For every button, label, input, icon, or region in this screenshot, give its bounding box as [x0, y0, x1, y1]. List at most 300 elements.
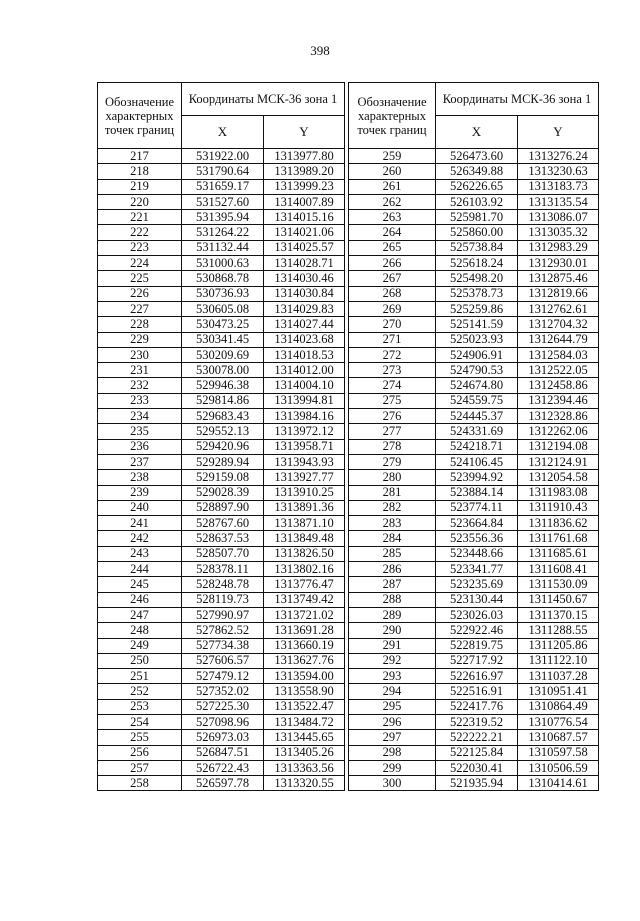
x-coordinate-cell: 521935.94 — [436, 776, 518, 791]
point-number-cell: 217 — [98, 149, 182, 164]
x-coordinate-cell: 531922.00 — [182, 149, 264, 164]
y-coordinate-cell: 1312819.66 — [518, 286, 599, 301]
x-coordinate-cell: 526226.65 — [436, 179, 518, 194]
x-coordinate-cell: 522717.92 — [436, 653, 518, 668]
table-row — [349, 317, 599, 332]
x-coordinate-cell: 529289.94 — [182, 454, 264, 469]
y-coordinate-cell: 1311530.09 — [518, 577, 599, 592]
point-number-cell: 235 — [98, 424, 182, 439]
x-coordinate-cell: 526349.88 — [436, 164, 518, 179]
point-number-cell: 295 — [349, 699, 436, 714]
x-coordinate-cell: 531527.60 — [182, 194, 264, 209]
y-coordinate-cell: 1311685.61 — [518, 546, 599, 561]
point-number-cell: 226 — [98, 286, 182, 301]
table-row — [98, 347, 345, 362]
x-coordinate-cell: 526103.92 — [436, 194, 518, 209]
table-row — [349, 424, 599, 439]
table-row — [98, 699, 345, 714]
y-coordinate-cell: 1313691.28 — [264, 623, 345, 638]
y-coordinate-cell: 1314030.84 — [264, 286, 345, 301]
table-row — [98, 363, 345, 378]
point-number-cell: 257 — [98, 760, 182, 775]
y-coordinate-cell: 1311910.43 — [518, 500, 599, 515]
x-coordinate-cell: 531659.17 — [182, 179, 264, 194]
table-row — [98, 332, 345, 347]
x-coordinate-cell: 522417.76 — [436, 699, 518, 714]
table-row — [349, 149, 599, 164]
table-row — [98, 485, 345, 500]
x-coordinate-cell: 525378.73 — [436, 286, 518, 301]
x-coordinate-cell: 530209.69 — [182, 347, 264, 362]
y-coordinate-cell: 1313984.16 — [264, 409, 345, 424]
table-row — [349, 256, 599, 271]
table-row — [98, 194, 345, 209]
point-number-cell: 293 — [349, 669, 436, 684]
y-coordinate-cell: 1313802.16 — [264, 562, 345, 577]
y-coordinate-cell: 1313749.42 — [264, 592, 345, 607]
table-row — [98, 210, 345, 225]
x-coordinate-cell: 522222.21 — [436, 730, 518, 745]
table-row — [98, 286, 345, 301]
table-row — [98, 409, 345, 424]
table-row — [98, 271, 345, 286]
point-number-cell: 236 — [98, 439, 182, 454]
coords-group-header: Координаты МСК-36 зона 1 — [182, 83, 345, 116]
x-coordinate-cell: 527990.97 — [182, 607, 264, 622]
x-coordinate-cell: 526722.43 — [182, 760, 264, 775]
point-number-cell: 259 — [349, 149, 436, 164]
x-coordinate-cell: 524674.80 — [436, 378, 518, 393]
x-coordinate-cell: 526597.78 — [182, 776, 264, 791]
y-coordinate-cell: 1312762.61 — [518, 301, 599, 316]
x-coordinate-cell: 528897.90 — [182, 500, 264, 515]
coordinates-table-right — [348, 82, 599, 791]
point-number-cell: 265 — [349, 240, 436, 255]
y-coordinate-cell: 1313320.55 — [264, 776, 345, 791]
table-row — [98, 470, 345, 485]
point-number-cell: 255 — [98, 730, 182, 745]
x-coordinate-cell: 531132.44 — [182, 240, 264, 255]
y-coordinate-cell: 1313994.81 — [264, 393, 345, 408]
point-number-cell: 254 — [98, 714, 182, 729]
x-coordinate-cell: 527606.57 — [182, 653, 264, 668]
x-coordinate-cell: 522616.97 — [436, 669, 518, 684]
x-coordinate-cell: 530473.25 — [182, 317, 264, 332]
point-number-cell: 298 — [349, 745, 436, 760]
x-coordinate-cell: 527734.38 — [182, 638, 264, 653]
y-coordinate-cell: 1313183.73 — [518, 179, 599, 194]
point-number-cell: 289 — [349, 607, 436, 622]
y-coordinate-cell: 1313972.12 — [264, 424, 345, 439]
x-coordinate-cell: 524445.37 — [436, 409, 518, 424]
point-number-cell: 280 — [349, 470, 436, 485]
y-header: Y — [518, 116, 599, 149]
table-row — [349, 669, 599, 684]
y-coordinate-cell: 1311288.55 — [518, 623, 599, 638]
point-number-cell: 249 — [98, 638, 182, 653]
y-coordinate-cell: 1313627.76 — [264, 653, 345, 668]
table-row — [349, 684, 599, 699]
point-number-cell: 231 — [98, 363, 182, 378]
x-coordinate-cell: 525023.93 — [436, 332, 518, 347]
point-number-cell: 288 — [349, 592, 436, 607]
x-coordinate-cell: 530605.08 — [182, 301, 264, 316]
point-number-cell: 291 — [349, 638, 436, 653]
x-coordinate-cell: 526973.03 — [182, 730, 264, 745]
y-coordinate-cell: 1312930.01 — [518, 256, 599, 271]
x-coordinate-cell: 525498.20 — [436, 271, 518, 286]
y-coordinate-cell: 1313776.47 — [264, 577, 345, 592]
x-coordinate-cell: 525738.84 — [436, 240, 518, 255]
point-number-cell: 256 — [98, 745, 182, 760]
point-number-cell: 243 — [98, 546, 182, 561]
x-coordinate-cell: 527862.52 — [182, 623, 264, 638]
table-row — [98, 454, 345, 469]
table-row — [349, 240, 599, 255]
x-coordinate-cell: 523235.69 — [436, 577, 518, 592]
table-row — [349, 332, 599, 347]
y-coordinate-cell: 1313891.36 — [264, 500, 345, 515]
x-coordinate-cell: 527352.02 — [182, 684, 264, 699]
table-row — [98, 240, 345, 255]
y-coordinate-cell: 1314021.06 — [264, 225, 345, 240]
y-coordinate-cell: 1314015.16 — [264, 210, 345, 225]
point-number-cell: 300 — [349, 776, 436, 791]
point-number-cell: 228 — [98, 317, 182, 332]
x-coordinate-cell: 524218.71 — [436, 439, 518, 454]
y-coordinate-cell: 1314007.89 — [264, 194, 345, 209]
table-row — [349, 409, 599, 424]
point-number-cell: 273 — [349, 363, 436, 378]
coords-group-header: Координаты МСК-36 зона 1 — [436, 83, 599, 116]
point-number-cell: 218 — [98, 164, 182, 179]
x-coordinate-cell: 524106.45 — [436, 454, 518, 469]
table-row — [349, 623, 599, 638]
x-coordinate-cell: 531790.64 — [182, 164, 264, 179]
y-coordinate-cell: 1314018.53 — [264, 347, 345, 362]
table-row — [98, 546, 345, 561]
table-row — [98, 684, 345, 699]
y-coordinate-cell: 1314028.71 — [264, 256, 345, 271]
point-number-cell: 272 — [349, 347, 436, 362]
x-coordinate-cell: 530736.93 — [182, 286, 264, 301]
y-coordinate-cell: 1312875.46 — [518, 271, 599, 286]
y-coordinate-cell: 1311761.68 — [518, 531, 599, 546]
table-row — [98, 516, 345, 531]
table-row — [349, 470, 599, 485]
table-row — [349, 760, 599, 775]
x-coordinate-cell: 523994.92 — [436, 470, 518, 485]
table-row — [349, 653, 599, 668]
x-coordinate-cell: 522516.91 — [436, 684, 518, 699]
table-row — [98, 424, 345, 439]
point-number-cell: 275 — [349, 393, 436, 408]
point-number-cell: 274 — [349, 378, 436, 393]
y-coordinate-cell: 1313977.80 — [264, 149, 345, 164]
table-row — [98, 714, 345, 729]
point-number-cell: 297 — [349, 730, 436, 745]
y-coordinate-cell: 1310506.59 — [518, 760, 599, 775]
coordinates-body-left — [98, 149, 345, 791]
x-coordinate-cell: 526847.51 — [182, 745, 264, 760]
x-coordinate-cell: 524790.53 — [436, 363, 518, 378]
table-row — [349, 776, 599, 791]
y-coordinate-cell: 1310951.41 — [518, 684, 599, 699]
y-coordinate-cell: 1314004.10 — [264, 378, 345, 393]
table-row — [349, 454, 599, 469]
x-coordinate-cell: 530868.78 — [182, 271, 264, 286]
x-coordinate-cell: 528119.73 — [182, 592, 264, 607]
point-number-cell: 248 — [98, 623, 182, 638]
point-number-cell: 251 — [98, 669, 182, 684]
table-row — [349, 516, 599, 531]
point-number-cell: 242 — [98, 531, 182, 546]
y-coordinate-cell: 1313721.02 — [264, 607, 345, 622]
point-number-cell: 285 — [349, 546, 436, 561]
y-coordinate-cell: 1313086.07 — [518, 210, 599, 225]
point-number-cell: 239 — [98, 485, 182, 500]
point-number-cell: 245 — [98, 577, 182, 592]
x-coordinate-cell: 530078.00 — [182, 363, 264, 378]
table-row — [349, 378, 599, 393]
y-coordinate-cell: 1310864.49 — [518, 699, 599, 714]
y-coordinate-cell: 1312983.29 — [518, 240, 599, 255]
point-number-cell: 223 — [98, 240, 182, 255]
y-coordinate-cell: 1310776.54 — [518, 714, 599, 729]
y-coordinate-cell: 1313958.71 — [264, 439, 345, 454]
y-coordinate-cell: 1313445.65 — [264, 730, 345, 745]
point-label-header: Обозначение характерных точек границ — [349, 83, 436, 149]
table-row — [98, 638, 345, 653]
table-row — [349, 210, 599, 225]
x-coordinate-cell: 529420.96 — [182, 439, 264, 454]
point-number-cell: 283 — [349, 516, 436, 531]
y-coordinate-cell: 1313871.10 — [264, 516, 345, 531]
y-coordinate-cell: 1314023.68 — [264, 332, 345, 347]
x-header: X — [182, 116, 264, 149]
y-coordinate-cell: 1313849.48 — [264, 531, 345, 546]
table-row — [98, 776, 345, 791]
point-number-cell: 233 — [98, 393, 182, 408]
x-coordinate-cell: 522922.46 — [436, 623, 518, 638]
table-row — [349, 347, 599, 362]
y-coordinate-cell: 1311037.28 — [518, 669, 599, 684]
y-coordinate-cell: 1312458.86 — [518, 378, 599, 393]
y-coordinate-cell: 1313135.54 — [518, 194, 599, 209]
table-row — [349, 577, 599, 592]
y-coordinate-cell: 1311205.86 — [518, 638, 599, 653]
point-number-cell: 278 — [349, 439, 436, 454]
x-coordinate-cell: 527225.30 — [182, 699, 264, 714]
table-row — [98, 592, 345, 607]
point-number-cell: 253 — [98, 699, 182, 714]
x-coordinate-cell: 523448.66 — [436, 546, 518, 561]
table-row — [349, 194, 599, 209]
table-row — [349, 500, 599, 515]
table-row — [98, 730, 345, 745]
x-coordinate-cell: 523884.14 — [436, 485, 518, 500]
y-coordinate-cell: 1313484.72 — [264, 714, 345, 729]
table-row — [98, 577, 345, 592]
table-row — [98, 317, 345, 332]
point-number-cell: 244 — [98, 562, 182, 577]
y-coordinate-cell: 1313035.32 — [518, 225, 599, 240]
point-number-cell: 299 — [349, 760, 436, 775]
table-row — [349, 607, 599, 622]
x-coordinate-cell: 523556.36 — [436, 531, 518, 546]
point-number-cell: 286 — [349, 562, 436, 577]
point-number-cell: 237 — [98, 454, 182, 469]
x-coordinate-cell: 527479.12 — [182, 669, 264, 684]
y-coordinate-cell: 1311122.10 — [518, 653, 599, 668]
table-row — [98, 393, 345, 408]
table-row — [349, 439, 599, 454]
y-coordinate-cell: 1311983.08 — [518, 485, 599, 500]
y-coordinate-cell: 1311608.41 — [518, 562, 599, 577]
point-number-cell: 269 — [349, 301, 436, 316]
table-row — [349, 164, 599, 179]
y-coordinate-cell: 1312124.91 — [518, 454, 599, 469]
table-row — [98, 179, 345, 194]
y-coordinate-cell: 1313660.19 — [264, 638, 345, 653]
y-header: Y — [264, 116, 345, 149]
y-coordinate-cell: 1312328.86 — [518, 409, 599, 424]
point-number-cell: 271 — [349, 332, 436, 347]
point-number-cell: 238 — [98, 470, 182, 485]
x-coordinate-cell: 529159.08 — [182, 470, 264, 485]
table-row — [349, 393, 599, 408]
table-row — [98, 745, 345, 760]
x-coordinate-cell: 522319.52 — [436, 714, 518, 729]
x-header: X — [436, 116, 518, 149]
table-row — [349, 546, 599, 561]
y-coordinate-cell: 1310687.57 — [518, 730, 599, 745]
table-row — [349, 286, 599, 301]
x-coordinate-cell: 522125.84 — [436, 745, 518, 760]
point-number-cell: 225 — [98, 271, 182, 286]
point-number-cell: 247 — [98, 607, 182, 622]
table-row — [349, 179, 599, 194]
x-coordinate-cell: 531264.22 — [182, 225, 264, 240]
table-row — [98, 225, 345, 240]
point-number-cell: 240 — [98, 500, 182, 515]
table-row — [349, 745, 599, 760]
table-row — [349, 301, 599, 316]
x-coordinate-cell: 529028.39 — [182, 485, 264, 500]
y-coordinate-cell: 1312522.05 — [518, 363, 599, 378]
point-number-cell: 281 — [349, 485, 436, 500]
x-coordinate-cell: 523130.44 — [436, 592, 518, 607]
y-coordinate-cell: 1313276.24 — [518, 149, 599, 164]
point-number-cell: 246 — [98, 592, 182, 607]
table-row — [349, 638, 599, 653]
y-coordinate-cell: 1313826.50 — [264, 546, 345, 561]
y-coordinate-cell: 1311836.62 — [518, 516, 599, 531]
table-row — [349, 531, 599, 546]
point-number-cell: 250 — [98, 653, 182, 668]
x-coordinate-cell: 528637.53 — [182, 531, 264, 546]
point-number-cell: 264 — [349, 225, 436, 240]
x-coordinate-cell: 527098.96 — [182, 714, 264, 729]
point-number-cell: 296 — [349, 714, 436, 729]
x-coordinate-cell: 528507.70 — [182, 546, 264, 561]
y-coordinate-cell: 1311370.15 — [518, 607, 599, 622]
x-coordinate-cell: 531395.94 — [182, 210, 264, 225]
x-coordinate-cell: 524331.69 — [436, 424, 518, 439]
table-row — [98, 623, 345, 638]
point-number-cell: 241 — [98, 516, 182, 531]
point-number-cell: 232 — [98, 378, 182, 393]
y-coordinate-cell: 1312262.06 — [518, 424, 599, 439]
y-coordinate-cell: 1313999.23 — [264, 179, 345, 194]
x-coordinate-cell: 525981.70 — [436, 210, 518, 225]
y-coordinate-cell: 1313230.63 — [518, 164, 599, 179]
point-number-cell: 287 — [349, 577, 436, 592]
point-number-cell: 230 — [98, 347, 182, 362]
y-coordinate-cell: 1312644.79 — [518, 332, 599, 347]
x-coordinate-cell: 524906.91 — [436, 347, 518, 362]
y-coordinate-cell: 1313405.26 — [264, 745, 345, 760]
table-row — [98, 562, 345, 577]
table-row — [98, 164, 345, 179]
table-row — [98, 531, 345, 546]
x-coordinate-cell: 528378.11 — [182, 562, 264, 577]
y-coordinate-cell: 1314025.57 — [264, 240, 345, 255]
point-number-cell: 260 — [349, 164, 436, 179]
point-number-cell: 220 — [98, 194, 182, 209]
x-coordinate-cell: 529946.38 — [182, 378, 264, 393]
point-number-cell: 268 — [349, 286, 436, 301]
y-coordinate-cell: 1314030.46 — [264, 271, 345, 286]
page-number: 398 — [310, 43, 330, 58]
x-coordinate-cell: 526473.60 — [436, 149, 518, 164]
table-row — [98, 439, 345, 454]
y-coordinate-cell: 1313910.25 — [264, 485, 345, 500]
x-coordinate-cell: 528248.78 — [182, 577, 264, 592]
table-row — [349, 485, 599, 500]
y-coordinate-cell: 1312054.58 — [518, 470, 599, 485]
y-coordinate-cell: 1313989.20 — [264, 164, 345, 179]
y-coordinate-cell: 1312584.03 — [518, 347, 599, 362]
table-row — [98, 149, 345, 164]
point-number-cell: 252 — [98, 684, 182, 699]
x-coordinate-cell: 522030.41 — [436, 760, 518, 775]
coordinates-body-right — [349, 149, 599, 791]
x-coordinate-cell: 529814.86 — [182, 393, 264, 408]
x-coordinate-cell: 524559.75 — [436, 393, 518, 408]
table-row — [98, 669, 345, 684]
y-coordinate-cell: 1313363.56 — [264, 760, 345, 775]
y-coordinate-cell: 1313594.00 — [264, 669, 345, 684]
point-number-cell: 234 — [98, 409, 182, 424]
table-row — [98, 256, 345, 271]
x-coordinate-cell: 525259.86 — [436, 301, 518, 316]
point-number-cell: 227 — [98, 301, 182, 316]
point-number-cell: 277 — [349, 424, 436, 439]
x-coordinate-cell: 529683.43 — [182, 409, 264, 424]
point-number-cell: 229 — [98, 332, 182, 347]
point-number-cell: 292 — [349, 653, 436, 668]
x-coordinate-cell: 522819.75 — [436, 638, 518, 653]
x-coordinate-cell: 525860.00 — [436, 225, 518, 240]
coordinates-table-left — [97, 82, 345, 791]
table-row — [98, 301, 345, 316]
x-coordinate-cell: 531000.63 — [182, 256, 264, 271]
y-coordinate-cell: 1310414.61 — [518, 776, 599, 791]
table-row — [98, 653, 345, 668]
table-row — [349, 699, 599, 714]
x-coordinate-cell: 523774.11 — [436, 500, 518, 515]
